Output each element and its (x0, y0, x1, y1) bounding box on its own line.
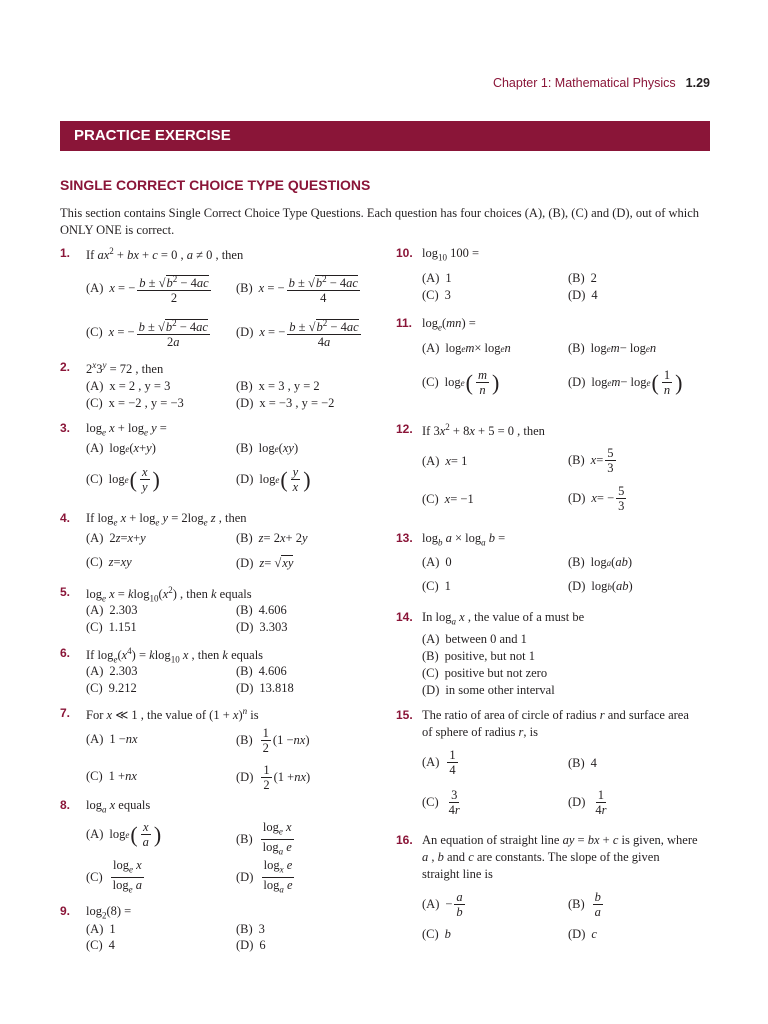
question-number: 1. (60, 246, 71, 260)
option-a[interactable]: (A) 2.303 (86, 603, 138, 617)
option-c[interactable]: (C) x = −1 (422, 492, 474, 506)
option-a[interactable]: (A) $\frac{1}{4}$ (422, 748, 456, 777)
question-stem-line-2: of sphere of radius r, is (422, 725, 538, 739)
option-b[interactable]: (B) 4.606 (236, 664, 287, 678)
question-stem: An equation of straight line ay = bx + c is given, where (422, 833, 698, 847)
question-number: 2. (60, 360, 71, 374)
question-stem: If $ax^2$ + bx + c = 0 , a ≠ 0 , then (86, 246, 244, 263)
option-c[interactable]: (C) 9.212 (86, 681, 137, 695)
option-b[interactable]: (B) 4.606 (236, 603, 287, 617)
option-b[interactable]: (B) log e m − log e n (568, 341, 657, 355)
option-a[interactable]: (A) log e ( x + y ) (86, 441, 156, 455)
question-stem: If $\log_e(x^4) = klog_{10}$ x , then k equals (86, 646, 264, 665)
option-b[interactable]: (B) z = 2 x + 2 y (236, 531, 308, 545)
option-a[interactable]: (A) x = 2 , y = 3 (86, 379, 171, 393)
option-a[interactable]: (A) x = 1 (422, 454, 468, 468)
option-c[interactable]: (C) x = − $\frac{b \pm √b^2 - 4ac}{2a}$ (86, 318, 208, 350)
option-a[interactable]: (A) between 0 and 1 (422, 632, 527, 646)
question-8 (60, 798, 370, 896)
option-b[interactable]: (B) positive, but not 1 (422, 649, 535, 663)
question-16 (396, 833, 712, 948)
option-b[interactable]: (B) $\frac{b}{a}$ (568, 890, 601, 919)
option-b[interactable]: (B) x = 3 , y = 2 (236, 379, 320, 393)
question-number: 6. (60, 646, 71, 660)
option-a[interactable]: (A) 2 z = x + y (86, 531, 146, 545)
question-stem: $\log_{10} 100$ = (422, 246, 480, 263)
option-d[interactable]: (D) x = − $\frac{b \pm √b^2 - 4ac}{4a}$ (236, 318, 359, 350)
option-d[interactable]: (D) 3.303 (236, 620, 288, 634)
option-b[interactable]: (B) $\frac{\log_e x}{\log_a e}$ (236, 820, 292, 856)
option-c[interactable]: (C) log e ( $\frac{x}{y}$ ) (86, 465, 160, 494)
option-d[interactable]: (D) x = − $\frac{5}{3}$ (568, 484, 625, 513)
question-number: 9. (60, 904, 71, 918)
option-a[interactable]: (A) 1 − nx (86, 732, 138, 746)
option-d[interactable]: (D) log e ( $\frac{y}{x}$ ) (236, 465, 311, 494)
option-a[interactable]: (A) 2.303 (86, 664, 138, 678)
question-number: 15. (396, 708, 413, 722)
question-stem: $\log_b a \times \log_a b$ = (422, 531, 506, 548)
question-7 (60, 706, 370, 791)
question-number: 10. (396, 246, 413, 260)
option-a[interactable]: (A) log e ( $\frac{x}{a}$ ) (86, 820, 162, 849)
question-4 (60, 511, 370, 571)
option-b[interactable]: (B) log a ( ab ) (568, 555, 632, 569)
question-1 (60, 246, 370, 351)
option-c[interactable]: (C) 4 (86, 938, 115, 952)
option-a[interactable]: (A) log e m × log e n (422, 341, 511, 355)
practice-exercise-banner: PRACTICE EXERCISE (60, 121, 710, 151)
question-2 (60, 360, 370, 415)
question-3 (60, 421, 370, 501)
option-a[interactable]: (A) 1 (422, 271, 452, 285)
question-stem: $2^x3^y = 72$ , then (86, 360, 164, 377)
question-stem: For x ≪ 1 , the value of $(1 + x)^n$ is (86, 706, 259, 723)
question-stem: $\log_a x$ equals (86, 798, 151, 815)
option-c[interactable]: (C) b (422, 927, 451, 941)
option-c[interactable]: (C) 1.151 (86, 620, 137, 634)
option-a[interactable]: (A) x = − $\frac{b \pm √b^2 - 4ac}{2}$ (86, 274, 209, 306)
option-a[interactable]: (A) 0 (422, 555, 452, 569)
question-stem: If $\log_e x + \log_e y = 2\log_e$ z , then (86, 511, 247, 528)
option-b[interactable]: (B) 2 (568, 271, 597, 285)
option-a[interactable]: (A) 1 (86, 922, 116, 936)
option-b[interactable]: (B) $\frac{1}{2}$ (1 − nx ) (236, 726, 310, 755)
option-c[interactable]: (C) positive but not zero (422, 666, 548, 680)
option-d[interactable]: (D) in some other interval (422, 683, 555, 697)
option-d[interactable]: (D) c (568, 927, 597, 941)
question-6 (60, 646, 370, 698)
question-number: 3. (60, 421, 71, 435)
option-c[interactable]: (C) 3 (422, 288, 451, 302)
option-b[interactable]: (B) 4 (568, 756, 597, 770)
question-number: 7. (60, 706, 71, 720)
option-d[interactable]: (D) $\frac{1}{4r}$ (568, 788, 607, 817)
question-5 (60, 585, 370, 637)
option-c[interactable]: (C) 1 + nx (86, 769, 137, 783)
question-stem: In $\log_a x$ , the value of a must be (422, 610, 585, 627)
question-stem: $\log_e x = klog_{10}(x^2)$ , then k equals (86, 585, 252, 604)
question-stem: $\log_e x + \log_e y$ = (86, 421, 167, 438)
question-number: 5. (60, 585, 71, 599)
option-c[interactable]: (C) x = −2 , y = −3 (86, 396, 184, 410)
option-d[interactable]: (D) 6 (236, 938, 266, 952)
question-number: 16. (396, 833, 413, 847)
option-c[interactable]: (C) $\frac{3}{4r}$ (422, 788, 460, 817)
question-stem-line-2: a , b and c are constants. The slope of the given (422, 850, 660, 864)
option-b[interactable]: (B) x = − $\frac{b \pm √b^2 - 4ac}{4}$ (236, 274, 358, 306)
option-d[interactable]: (D) 4 (568, 288, 598, 302)
page-number: 1.29 (685, 76, 710, 90)
option-d[interactable]: (D) $\frac{1}{2}$ (1 + nx ) (236, 763, 311, 792)
option-d[interactable]: (D) x = −3 , y = −2 (236, 396, 335, 410)
option-d[interactable]: (D) log b ( ab ) (568, 579, 633, 593)
question-number: 4. (60, 511, 71, 525)
question-14 (396, 610, 712, 702)
option-c[interactable]: (C) log e ( $\frac{m}{n}$ ) (422, 368, 500, 397)
option-d[interactable]: (D) $\frac{\log_x e}{\log_a e}$ (236, 858, 293, 894)
question-12 (396, 422, 712, 518)
section-title: SINGLE CORRECT CHOICE TYPE QUESTIONS (60, 177, 371, 193)
question-11 (396, 316, 712, 406)
option-d[interactable]: (D) 13.818 (236, 681, 294, 695)
question-stem: $\log_2(8)$ = (86, 904, 132, 921)
question-number: 13. (396, 531, 413, 545)
option-d[interactable]: (D) log e m − log e ( $\frac{1}{n}$ ) (568, 368, 683, 397)
question-10 (396, 246, 712, 304)
option-a[interactable]: (A) − $\frac{a}{b}$ (422, 890, 463, 919)
question-15 (396, 708, 712, 823)
question-number: 8. (60, 798, 71, 812)
option-d[interactable]: (D) z = √ xy (236, 555, 294, 570)
option-c[interactable]: (C) $\frac{\log_e x}{\log_e a}$ (86, 858, 143, 894)
section-intro: This section contains Single Correct Choice Type Questions. Each question has four choices (A), (B), (C) and (D), out of which ONLY ONE is correct. (60, 206, 700, 237)
question-stem: $\log_e(mn)$ = (422, 316, 476, 333)
question-stem-line-3: straight line is (422, 867, 493, 881)
question-number: 12. (396, 422, 413, 436)
chapter-title: Chapter 1: Mathematical Physics (492, 76, 676, 90)
question-stem: If $3x^2 + 8x + 5 = 0$ , then (422, 422, 545, 439)
option-b[interactable]: (B) 3 (236, 922, 265, 936)
running-header (493, 76, 710, 90)
option-b[interactable]: (B) x = $\frac{5}{3}$ (568, 446, 614, 475)
question-stem: The ratio of area of circle of radius r and surface area (422, 708, 689, 722)
question-number: 11. (396, 316, 413, 330)
question-13 (396, 531, 712, 601)
option-c[interactable]: (C) 1 (422, 579, 451, 593)
option-c[interactable]: (C) z = xy (86, 555, 132, 569)
question-number: 14. (396, 610, 413, 624)
question-9 (60, 904, 370, 956)
option-b[interactable]: (B) log e ( xy ) (236, 441, 299, 455)
